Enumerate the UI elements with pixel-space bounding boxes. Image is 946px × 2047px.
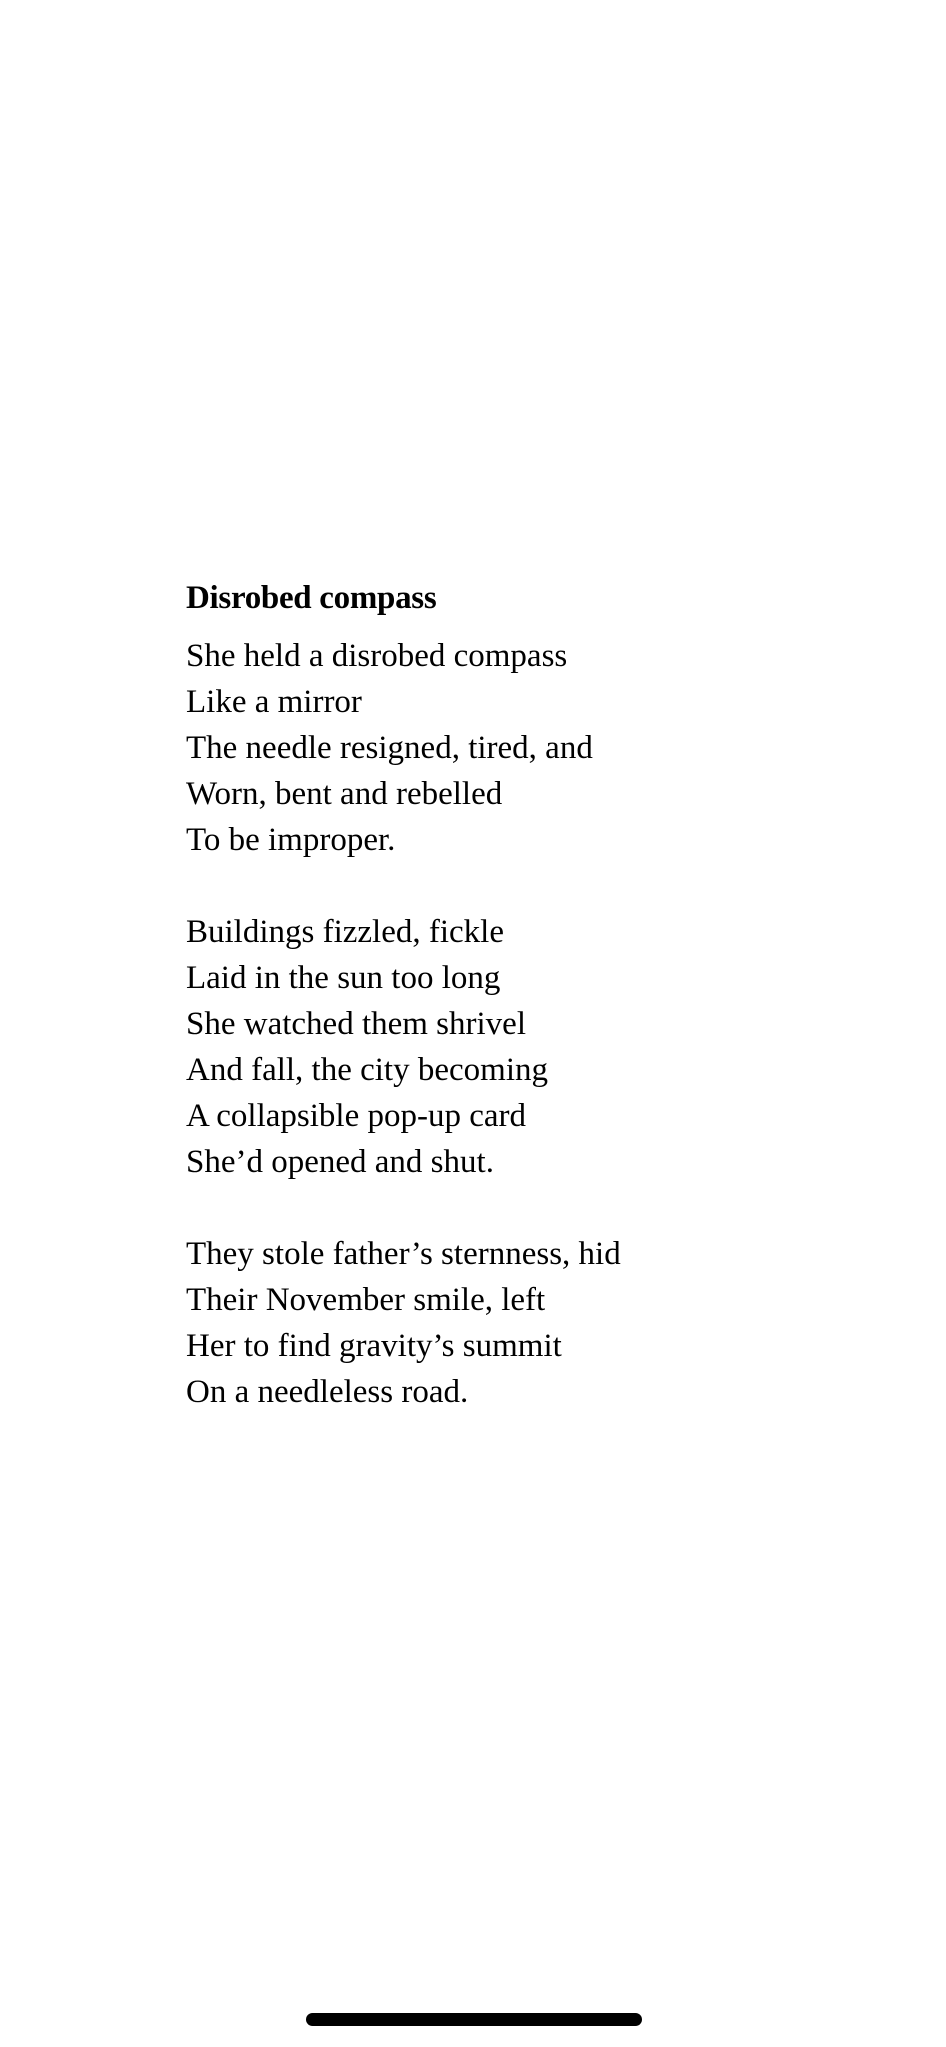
stanza xyxy=(186,909,906,1185)
poem-line: And fall, the city becoming xyxy=(186,1052,548,1088)
poem-line: She’d opened and shut. xyxy=(186,1144,494,1180)
poem-line: She held a disrobed compass xyxy=(186,638,568,674)
stanza xyxy=(186,633,906,863)
poem-line: Buildings fizzled, fickle xyxy=(186,914,504,950)
poem-line: A collapsible pop-up card xyxy=(186,1098,526,1134)
poem-line: To be improper. xyxy=(186,822,396,858)
poem-line: She watched them shrivel xyxy=(186,1006,526,1042)
poem-line: Like a mirror xyxy=(186,684,362,720)
poem-line: Worn, bent and rebelled xyxy=(186,776,503,812)
poem-line: They stole father’s sternness, hid xyxy=(186,1236,621,1272)
stanza xyxy=(186,1231,906,1415)
poem-line: The needle resigned, tired, and xyxy=(186,730,593,766)
poem-title: Disrobed compass xyxy=(186,580,437,616)
poem-line: On a needleless road. xyxy=(186,1374,469,1410)
home-indicator[interactable] xyxy=(306,2013,642,2026)
poem xyxy=(186,575,906,1415)
poem-line: Laid in the sun too long xyxy=(186,960,501,996)
poem-line: Their November smile, left xyxy=(186,1282,546,1318)
poem-line: Her to find gravity’s summit xyxy=(186,1328,562,1364)
